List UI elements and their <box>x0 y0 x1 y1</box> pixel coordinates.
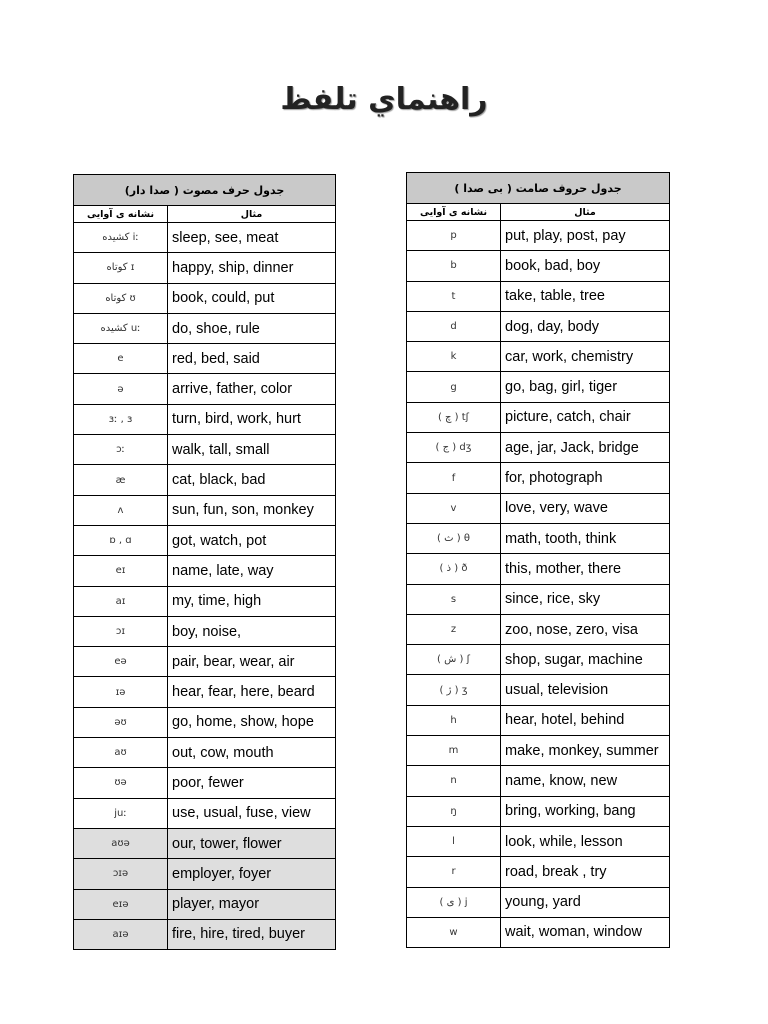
vowel-table <box>73 174 336 950</box>
vowel-row <box>74 465 336 495</box>
vowel-row <box>74 223 336 253</box>
consonant-example: young, yard <box>501 887 670 917</box>
consonant-symbol: ( چ ) tʃ <box>407 402 501 432</box>
vowel-row <box>74 768 336 798</box>
vowel-row <box>74 828 336 858</box>
vowel-symbol: كوتاه ʊ <box>74 283 168 313</box>
consonant-row <box>407 614 670 644</box>
consonant-row <box>407 584 670 614</box>
vowel-symbol: كوتاه ɪ <box>74 253 168 283</box>
vowel-row <box>74 919 336 949</box>
vowel-example: out, cow, mouth <box>168 738 336 768</box>
vowel-row <box>74 707 336 737</box>
consonant-row <box>407 675 670 705</box>
vowel-symbol: ɔɪ <box>74 616 168 646</box>
vowel-symbol: ɒ , ɑ <box>74 525 168 555</box>
vowel-example: red, bed, said <box>168 344 336 374</box>
vowel-symbol: ɔɪə <box>74 859 168 889</box>
vowel-example: hear, fear, here, beard <box>168 677 336 707</box>
vowel-example: boy, noise, <box>168 616 336 646</box>
vowel-symbol-header: نشانه ی آوایی <box>74 206 168 223</box>
consonant-row <box>407 342 670 372</box>
vowel-symbol: aʊə <box>74 828 168 858</box>
consonant-row <box>407 766 670 796</box>
consonant-row <box>407 433 670 463</box>
consonant-example: for, photograph <box>501 463 670 493</box>
consonant-symbol: z <box>407 614 501 644</box>
vowel-symbol: eə <box>74 647 168 677</box>
consonant-row <box>407 463 670 493</box>
consonant-table-body <box>407 221 670 948</box>
consonant-symbol: w <box>407 917 501 947</box>
consonant-example: car, work, chemistry <box>501 342 670 372</box>
vowel-symbol: əʊ <box>74 707 168 737</box>
consonant-table <box>406 172 670 948</box>
vowel-row <box>74 647 336 677</box>
consonant-symbol: p <box>407 221 501 251</box>
vowel-example: got, watch, pot <box>168 525 336 555</box>
vowel-example: walk, tall, small <box>168 435 336 465</box>
consonant-row <box>407 311 670 341</box>
consonant-example: this, mother, there <box>501 554 670 584</box>
consonant-row <box>407 251 670 281</box>
vowel-example: do, shoe, rule <box>168 313 336 343</box>
vowel-symbol: كشيده iː <box>74 223 168 253</box>
consonant-symbol: ( ج ) dʒ <box>407 433 501 463</box>
consonant-symbol: h <box>407 705 501 735</box>
vowel-symbol: كشيده uː <box>74 313 168 343</box>
consonant-symbol: l <box>407 826 501 856</box>
vowel-row <box>74 435 336 465</box>
vowel-row <box>74 283 336 313</box>
consonant-row <box>407 887 670 917</box>
vowel-row <box>74 253 336 283</box>
vowel-example-header: مثال <box>168 206 336 223</box>
consonant-example: hear, hotel, behind <box>501 705 670 735</box>
vowel-row <box>74 616 336 646</box>
vowel-row <box>74 344 336 374</box>
consonant-row <box>407 645 670 675</box>
consonant-symbol: ( ش ) ʃ <box>407 645 501 675</box>
vowel-example: our, tower, flower <box>168 828 336 858</box>
consonant-table-caption: جدول حروف صامت ( بی صدا ) <box>407 173 670 204</box>
vowel-example: fire, hire, tired, buyer <box>168 919 336 949</box>
consonant-example: age, jar, Jack, bridge <box>501 433 670 463</box>
vowel-table-caption: جدول حرف مصوت ( صدا دار) <box>74 175 336 206</box>
consonant-row <box>407 523 670 553</box>
vowel-row <box>74 859 336 889</box>
consonant-row <box>407 493 670 523</box>
vowel-symbol: ɪə <box>74 677 168 707</box>
vowel-symbol: aʊ <box>74 738 168 768</box>
vowel-row <box>74 889 336 919</box>
vowel-example: my, time, high <box>168 586 336 616</box>
consonant-example: name, know, new <box>501 766 670 796</box>
vowel-symbol: ʊə <box>74 768 168 798</box>
consonant-row <box>407 705 670 735</box>
vowel-example: poor, fewer <box>168 768 336 798</box>
consonant-example: since, rice, sky <box>501 584 670 614</box>
consonant-symbol: k <box>407 342 501 372</box>
consonant-symbol: ŋ <box>407 796 501 826</box>
consonant-example-header: مثال <box>501 204 670 221</box>
vowel-symbol: aɪə <box>74 919 168 949</box>
consonant-symbol: g <box>407 372 501 402</box>
vowel-symbol: æ <box>74 465 168 495</box>
consonant-example: put, play, post, pay <box>501 221 670 251</box>
vowel-example: go, home, show, hope <box>168 707 336 737</box>
vowel-example: name, late, way <box>168 556 336 586</box>
consonant-example: look, while, lesson <box>501 826 670 856</box>
consonant-example: math, tooth, think <box>501 523 670 553</box>
consonant-example: wait, woman, window <box>501 917 670 947</box>
consonant-symbol: d <box>407 311 501 341</box>
consonant-example: road, break , try <box>501 857 670 887</box>
vowel-row <box>74 404 336 434</box>
vowel-example: cat, black, bad <box>168 465 336 495</box>
consonant-row <box>407 372 670 402</box>
vowel-example: use, usual, fuse, view <box>168 798 336 828</box>
consonant-example: make, monkey, summer <box>501 736 670 766</box>
vowel-table-body <box>74 223 336 950</box>
vowel-symbol: eɪ <box>74 556 168 586</box>
consonant-example: dog, day, body <box>501 311 670 341</box>
vowel-row <box>74 374 336 404</box>
consonant-symbol: v <box>407 493 501 523</box>
vowel-symbol: ʌ <box>74 495 168 525</box>
vowel-example: turn, bird, work, hurt <box>168 404 336 434</box>
vowel-example: pair, bear, wear, air <box>168 647 336 677</box>
consonant-example: bring, working, bang <box>501 796 670 826</box>
consonant-symbol: ( ذ ) ð <box>407 554 501 584</box>
consonant-symbol: b <box>407 251 501 281</box>
vowel-row <box>74 525 336 555</box>
consonant-symbol: ( ی ) j <box>407 887 501 917</box>
consonant-example: take, table, tree <box>501 281 670 311</box>
vowel-row <box>74 798 336 828</box>
consonant-example: go, bag, girl, tiger <box>501 372 670 402</box>
vowel-symbol: juː <box>74 798 168 828</box>
vowel-example: sun, fun, son, monkey <box>168 495 336 525</box>
vowel-example: arrive, father, color <box>168 374 336 404</box>
vowel-symbol: ɜː , ɜ <box>74 404 168 434</box>
consonant-symbol: f <box>407 463 501 493</box>
consonant-row <box>407 917 670 947</box>
vowel-symbol: e <box>74 344 168 374</box>
vowel-row <box>74 556 336 586</box>
consonant-symbol: n <box>407 766 501 796</box>
consonant-row <box>407 796 670 826</box>
page-title: راهنماي تلفظ <box>280 82 488 117</box>
vowel-row <box>74 677 336 707</box>
consonant-symbol: ( ث ) θ <box>407 523 501 553</box>
consonant-row <box>407 826 670 856</box>
consonant-row <box>407 554 670 584</box>
consonant-row <box>407 736 670 766</box>
vowel-row <box>74 738 336 768</box>
consonant-row <box>407 857 670 887</box>
consonant-symbol: s <box>407 584 501 614</box>
consonant-symbol-header: نشانه ی آوایی <box>407 204 501 221</box>
vowel-symbol: eɪə <box>74 889 168 919</box>
consonant-example: love, very, wave <box>501 493 670 523</box>
vowel-example: player, mayor <box>168 889 336 919</box>
consonant-example: shop, sugar, machine <box>501 645 670 675</box>
consonant-row <box>407 221 670 251</box>
consonant-symbol: m <box>407 736 501 766</box>
vowel-example: sleep, see, meat <box>168 223 336 253</box>
consonant-example: zoo, nose, zero, visa <box>501 614 670 644</box>
vowel-row <box>74 495 336 525</box>
consonant-example: usual, television <box>501 675 670 705</box>
vowel-example: employer, foyer <box>168 859 336 889</box>
consonant-symbol: r <box>407 857 501 887</box>
vowel-row <box>74 313 336 343</box>
vowel-row <box>74 586 336 616</box>
consonant-symbol: t <box>407 281 501 311</box>
consonant-row <box>407 402 670 432</box>
consonant-row <box>407 281 670 311</box>
vowel-example: book, could, put <box>168 283 336 313</box>
consonant-example: book, bad, boy <box>501 251 670 281</box>
vowel-example: happy, ship, dinner <box>168 253 336 283</box>
consonant-example: picture, catch, chair <box>501 402 670 432</box>
vowel-symbol: ɔː <box>74 435 168 465</box>
vowel-symbol: ə <box>74 374 168 404</box>
consonant-symbol: ( ژ ) ʒ <box>407 675 501 705</box>
vowel-symbol: aɪ <box>74 586 168 616</box>
